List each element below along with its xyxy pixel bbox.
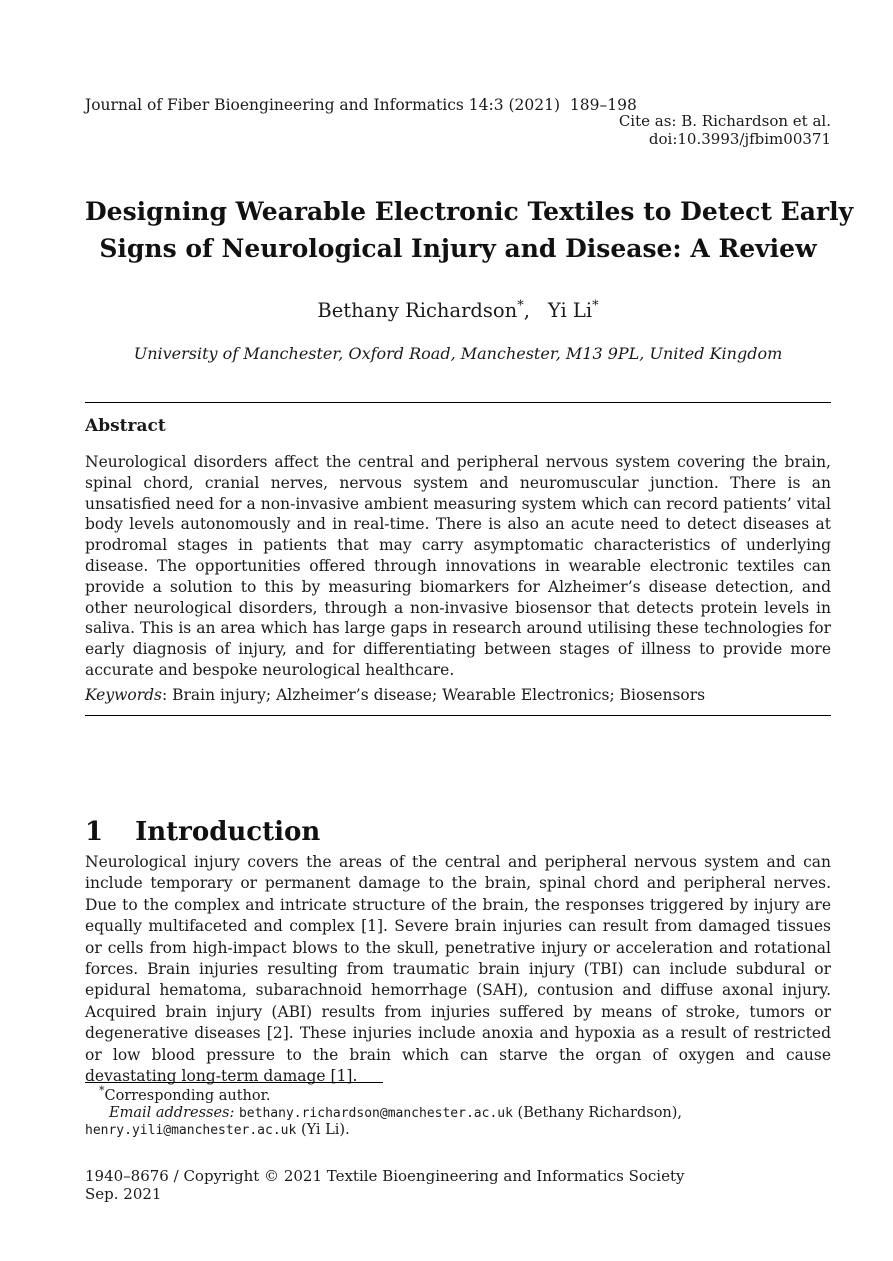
abstract-top-rule: [85, 402, 831, 403]
authors-separator: ,: [523, 299, 530, 322]
paper-title: [85, 193, 854, 267]
paper-title-line-1: Designing Wearable Electronic Textiles to Detect Early: [85, 196, 854, 226]
email-2-name: (Yi Li).: [300, 1122, 350, 1138]
email-1-name: (Bethany Richardson),: [517, 1105, 683, 1121]
section-title: Introduction: [135, 816, 321, 847]
authors-line: [85, 299, 831, 322]
email-address-1: bethany.richardson@manchester.ac.uk: [238, 1106, 513, 1121]
author-name-2: Yi Li*: [547, 298, 599, 322]
email-addresses-line: [85, 1105, 831, 1122]
issn-copyright-line: 1940–8676 / Copyright © 2021 Textile Bioengineering and Informatics Society: [85, 1167, 685, 1185]
introduction-paragraph: Neurological injury covers the areas of the central and peripheral nervous system and can include temporary or permanent damage to the brain, spinal chord and peripheral nerves. Due to the complex and intricate structure of the brain, the responses triggered by injury are equally multifaceted and complex [1]. Severe brain injuries can result from damaged tissues or cells from high-impact blows to the skull, penetrative injury or acceleration and rotational forces. Brain injuries resulting from traumatic brain injury (TBI) can include subdural or epidural hematoma, subarachnoid hemorrhage (SAH), contusion and diffuse axonal injury. Acquired brain injury (ABI) results from injuries suffered by means of stroke, tumors or degenerative diseases [2]. These injuries include anoxia and hypoxia as a result of restricted or low blood pressure to the brain which can starve the organ of oxygen and cause devastating long-term damage [1].: [85, 853, 831, 1086]
section-heading-introduction: [85, 817, 831, 847]
keywords-label: Keywords: [85, 686, 162, 704]
issue-date-line: Sep. 2021: [85, 1184, 162, 1203]
cite-as-line: Cite as: B. Richardson et al.: [618, 112, 831, 130]
author-name-1: Bethany Richardson*,: [317, 298, 530, 322]
citation-block: [85, 113, 831, 148]
doi-line: doi:10.3993/jfbim00371: [648, 129, 831, 148]
abstract-heading: Abstract: [85, 416, 166, 436]
footer-block: [85, 1168, 831, 1203]
keywords-line: [85, 686, 831, 704]
page-content: [85, 0, 854, 1261]
email-address-2-line: [85, 1122, 831, 1139]
footnote-block: [85, 1084, 831, 1139]
keywords-text: : Brain injury; Alzheimer’s disease; Wearable Electronics; Biosensors: [161, 686, 706, 704]
author-2-asterisk: *: [592, 298, 599, 314]
email-addresses-label: Email addresses:: [109, 1105, 235, 1121]
paper-title-line-2: Signs of Neurological Injury and Disease: A Review: [99, 233, 817, 263]
journal-header: Journal of Fiber Bioengineering and Informatics 14:3 (2021) 189–198: [85, 96, 637, 114]
section-number: 1: [85, 816, 104, 847]
abstract-text: Neurological disorders affect the central and peripheral nervous system covering the brain, spinal chord, cranial nerves, nervous system and neuromuscular junction. There is an unsatisfied need for a non-invasive ambient measuring system which can record patients’ vital body levels autonomously and in real-time. There is also an acute need to detect diseases at prodromal stages in patients that may carry asymptomatic characteristics of underlying disease. The opportunities offered through innovations in wearable electronic textiles can provide a solution to this by measuring biomarkers for Alzheimer’s disease detection, and other neurological disorders, through a non-invasive biosensor that detects protein levels in saliva. This is an area which has large gaps in research around utilising these technologies for early diagnosis of injury, and for differentiating between stages of illness to provide more accurate and bespoke neurological healthcare.: [85, 453, 831, 679]
corresponding-asterisk: *: [99, 1084, 105, 1098]
abstract-bottom-rule: [85, 715, 831, 716]
footnote-rule: [85, 1082, 383, 1083]
author-1-asterisk: *: [517, 298, 524, 314]
email-address-2: henry.yili@manchester.ac.uk: [85, 1123, 297, 1138]
affiliation-line: University of Manchester, Oxford Road, Manchester, M13 9PL, United Kingdom: [133, 344, 783, 363]
corresponding-author-note: *Corresponding author.: [99, 1084, 271, 1104]
